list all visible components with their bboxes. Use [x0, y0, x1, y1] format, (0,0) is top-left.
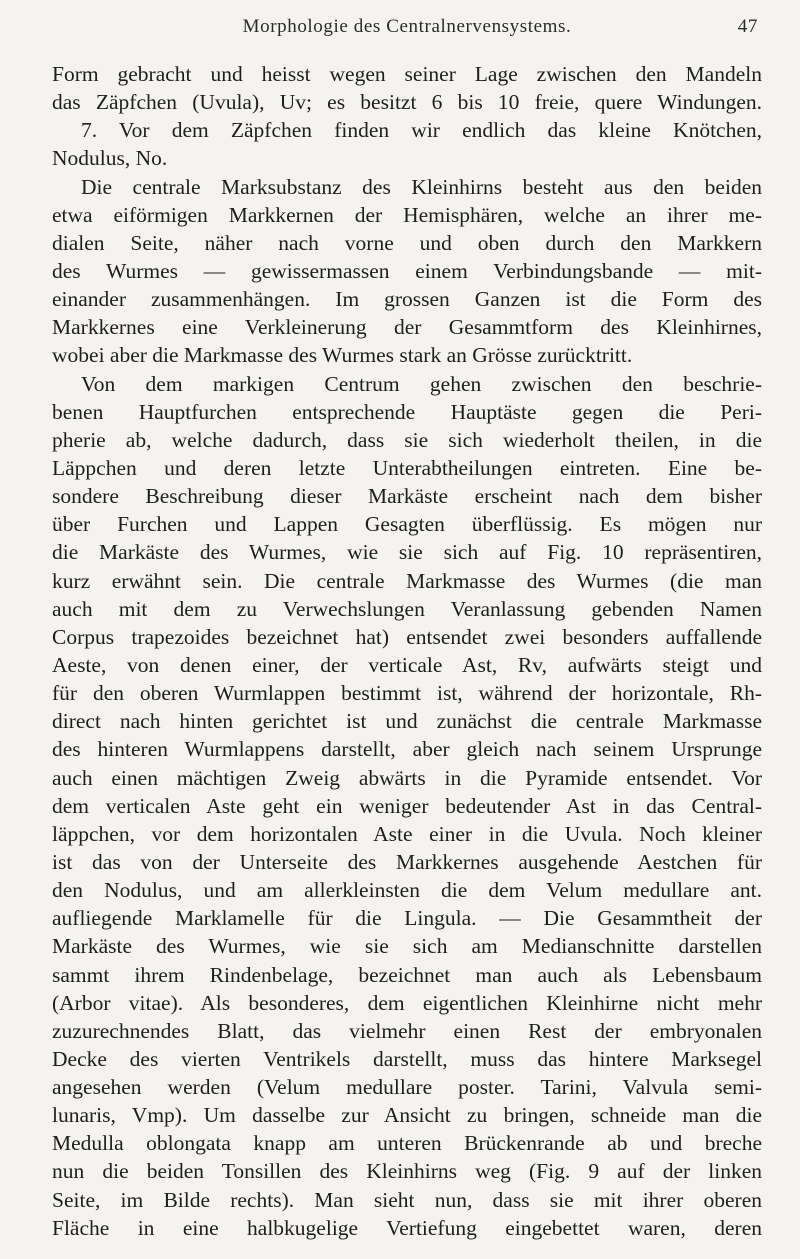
text-line: des hinteren Wurmlappens darstellt, aber gleich nach seinem Ursprunge — [52, 737, 762, 762]
text-line: ist das von der Unterseite des Markkernes ausgehende Aestchen für — [52, 849, 762, 874]
page-number: 47 — [737, 16, 758, 37]
text-line: aufliegende Marklamelle für die Lingula. — Die Gesammtheit der — [52, 906, 762, 931]
text-line: 7. Vor dem Zäpfchen finden wir endlich das kleine Knötchen, — [81, 118, 762, 143]
text-line: direct nach hinten gerichtet ist und zunächst die centrale Markmasse — [52, 709, 762, 734]
body-text — [52, 60, 762, 1242]
text-line: die Markäste des Wurmes, wie sie sich auf Fig. 10 repräsentiren, — [52, 540, 762, 565]
text-line: Nodulus, No. — [52, 146, 168, 171]
text-line: wobei aber die Markmasse des Wurmes stark an Grösse zurücktritt. — [52, 343, 633, 368]
text-line: (Arbor vitae). Als besonderes, dem eigentlichen Kleinhirne nicht mehr — [52, 990, 762, 1015]
text-line: sondere Beschreibung dieser Markäste erscheint nach dem bisher — [52, 484, 762, 509]
text-line: kurz erwähnt sein. Die centrale Markmasse des Wurmes (die man — [52, 568, 762, 593]
text-line: Medulla oblongata knapp am unteren Brückenrande ab und breche — [52, 1131, 762, 1156]
text-line: Aeste, von denen einer, der verticale Ast, Rv, aufwärts steigt und — [52, 652, 762, 677]
text-line: Seite, im Bilde rechts). Man sieht nun, dass sie mit ihrer oberen — [52, 1187, 762, 1212]
text-line: für den oberen Wurmlappen bestimmt ist, während der horizontale, Rh- — [52, 681, 762, 706]
text-line: sammt ihrem Rindenbelage, bezeichnet man auch als Lebensbaum — [52, 962, 762, 987]
text-line: lunaris, Vmp). Um dasselbe zur Ansicht zu bringen, schneide man die — [52, 1103, 762, 1128]
text-line: auch einen mächtigen Zweig abwärts in die Pyramide entsendet. Vor — [52, 765, 762, 790]
paragraph-start-line: Von dem markigen Centrum gehen zwischen den beschrie- — [81, 371, 762, 396]
text-line: etwa eiförmigen Markkernen der Hemisphären, welche an ihrer me- — [52, 202, 762, 227]
text-line: Markäste des Wurmes, wie sie sich am Medianschnitte darstellen — [52, 934, 762, 959]
text-line: angesehen werden (Velum medullare poster. Tarini, Valvula semi- — [52, 1075, 762, 1100]
text-line: dialen Seite, näher nach vorne und oben durch den Markkern — [52, 230, 762, 255]
text-line: einander zusammenhängen. Im grossen Ganzen ist die Form des — [52, 287, 762, 312]
text-line: Fläche in eine halbkugelige Vertiefung eingebettet waren, deren — [52, 1215, 762, 1240]
text-line: des Wurmes — gewissermassen einem Verbindungsbande — mit- — [52, 258, 762, 283]
text-line: Läppchen und deren letzte Unterabtheilungen eintreten. Eine be- — [52, 455, 762, 480]
text-line: benen Hauptfurchen entsprechende Hauptäste gegen die Peri- — [52, 399, 762, 424]
text-line: zuzurechnendes Blatt, das vielmehr einen Rest der embryonalen — [52, 1018, 762, 1043]
paragraph-start-line: Die centrale Marksubstanz des Kleinhirns besteht aus den beiden — [81, 174, 762, 199]
text-line: das Zäpfchen (Uvula), Uv; es besitzt 6 bis 10 freie, quere Windungen. — [52, 90, 762, 115]
text-line: Markkernes eine Verkleinerung der Gesammtform des Kleinhirnes, — [52, 315, 762, 340]
text-line: über Furchen und Lappen Gesagten überflüssig. Es mögen nur — [52, 512, 762, 537]
text-line: läppchen, vor dem horizontalen Aste einer in die Uvula. Noch kleiner — [52, 821, 762, 846]
text-line: auch mit dem zu Verwechslungen Veranlassung gebenden Namen — [52, 596, 762, 621]
text-line: Corpus trapezoides bezeichnet hat) entsendet zwei besonders auffallende — [52, 624, 762, 649]
text-line: pherie ab, welche dadurch, dass sie sich wiederholt theilen, in die — [52, 427, 762, 452]
running-head — [52, 16, 762, 46]
text-line: dem verticalen Aste geht ein weniger bedeutender Ast in das Central- — [52, 793, 762, 818]
text-line: den Nodulus, und am allerkleinsten die dem Velum medullare ant. — [52, 878, 762, 903]
text-line: Form gebracht und heisst wegen seiner Lage zwischen den Mandeln — [52, 62, 762, 86]
text-line: nun die beiden Tonsillen des Kleinhirns weg (Fig. 9 auf der linken — [52, 1159, 762, 1184]
running-title: Morphologie des Centralnervensystems. — [242, 16, 572, 37]
text-line: Decke des vierten Ventrikels darstellt, muss das hintere Marksegel — [52, 1046, 762, 1071]
